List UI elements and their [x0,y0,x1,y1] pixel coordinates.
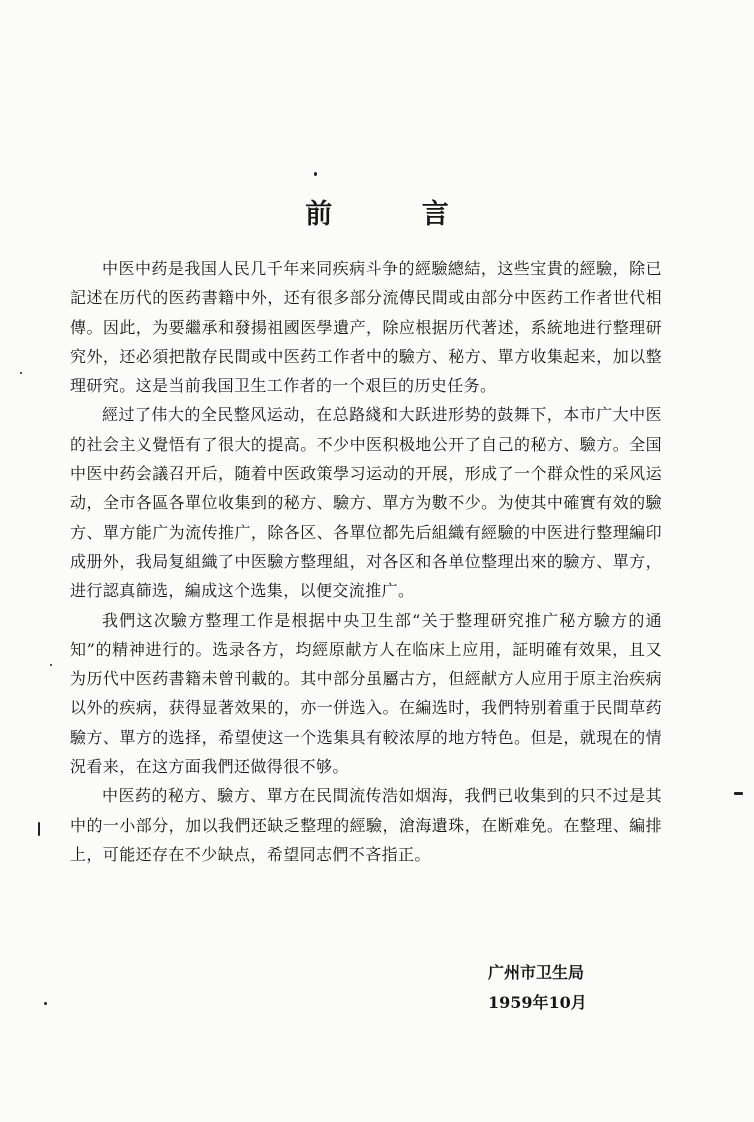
paragraph-1: 中医中药是我国人民几千年来同疾病斗争的經驗總結，这些宝貴的經驗，除已記述在历代的医药書籍中外，还有很多部分流傳民間或由部分中医药工作者世代相傳。因此，为要繼承和發揚祖國医學遺产，除应根据历代著述，系統地进行整理研究外，还必須把散存民間或中医药工作者中的驗方、秘方、單方收集起来，加以整理研究。这是当前我国卫生工作者的一个艰巨的历史任务。 [70,259,662,396]
signature-date: 1959年10月 [488,993,587,1012]
signature-block [488,958,587,1018]
scan-speck [44,1002,47,1005]
page-title: 前 言 [305,199,489,230]
paragraph-2: 經过了伟大的全民整风运动，在总路綫和大跃进形势的鼓舞下，本市广大中医的社会主义覺悟有了很大的提高。不少中医积极地公开了自己的秘方、驗方。全国中医中药会議召开后，随着中医政策學习运动的开展，形成了一个群众性的采风运动，全市各區各單位收集到的秘方、驗方、單方为數不少。为使其中確實有效的驗方、單方能广为流传推广，除各区、各單位都先后組織有經驗的中医进行整理編印成册外，我局复組織了中医驗方整理組，对各区和各单位整理出來的驗方、單方，进行認真篩选，編成这个选集，以便交流推广。 [70,405,662,601]
scan-speck [38,822,40,836]
scan-speck [50,664,52,666]
scan-speck [20,372,22,374]
preface-body [70,254,662,869]
paragraph-4: 中医药的秘方、驗方、單方在民間流传浩如烟海，我們已收集到的只不过是其中的一小部分，加以我們还缺乏整理的經驗，滄海遺珠，在断难免。在整理、編排上，可能还存在不少缺点，希望同志們不吝指正。 [70,786,662,864]
scan-speck [314,172,317,176]
paragraph-3: 我們这次驗方整理工作是根据中央卫生部“关于整理研究推广秘方驗方的通知”的精神进行的。选录各方，均經原献方人在临床上应用，証明確有效果，且又为历代中医药書籍未曾刊載的。其中部分虽屬古方，但經献方人应用于原主治疾病以外的疾病，获得显著效果的，亦一併选入。在編选时，我們特别着重于民間草药驗方、單方的选择，希望使这一个选集具有較浓厚的地方特色。但是，就現在的情況看来，在这方面我們还做得很不够。 [70,610,662,777]
scan-speck [734,792,743,795]
signature-organization: 广州市卫生局 [488,963,585,982]
